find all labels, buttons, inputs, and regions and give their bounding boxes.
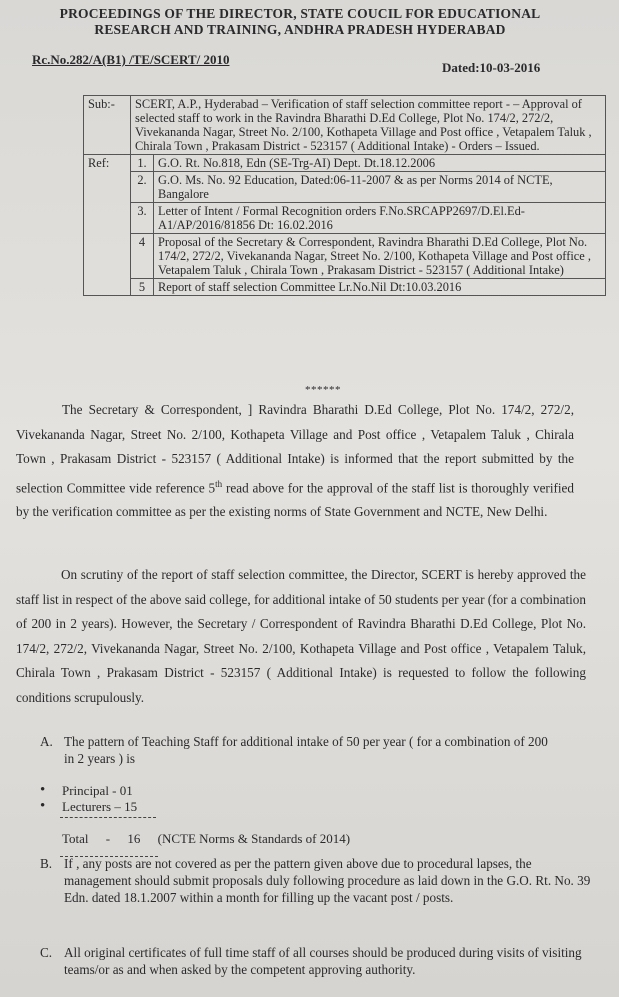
subject-row [84, 96, 606, 155]
total-note: (NCTE Norms & Standards of 2014) [157, 831, 351, 846]
reference-row [84, 234, 606, 279]
condition-a-text: The pattern of Teaching Staff for additional intake of 50 per year ( for a combination of 200 in 2 years ) is [64, 734, 548, 766]
total-label: Total [62, 831, 89, 846]
heading-line-1: PROCEEDINGS OF THE DIRECTOR, STATE COUCIL FOR EDUCATIONAL [59, 6, 541, 21]
condition-b-marker: B. [40, 856, 53, 871]
reference-row [84, 279, 606, 296]
reference-text-1: G.O. Rt. No.818, Edn (SE-Trg-AI) Dept. Dt.18.12.2006 [154, 155, 606, 172]
reference-row [84, 203, 606, 234]
reference-text-4: Proposal of the Secretary & Correspondent, Ravindra Bharathi D.Ed College, Plot No. 174/2, 272/2, Vivekananda Nagar, Street No. 2/100, Kothapeta Village and Post office , Vetapalem Taluk , Chirala Town , Prakasam District - 523157 ( Additional Intake) [154, 234, 606, 279]
staff-list [40, 783, 137, 815]
reference-label: Ref: [84, 155, 131, 296]
reference-row [84, 172, 606, 203]
body-paragraph-1: The Secretary & Correspondent, ] Ravindra Bharathi D.Ed College, Plot No. 174/2, 272/2, Vivekananda Nagar, Street No. 2/100, Kothapeta Village and Post office , Vetapalem Taluk , Chirala Town , Prakasam District - 523157 ( Additional Intake) is informed that the report submitted by the selection Committee vide reference 5th read above for the approval of the staff list is thoroughly verified by the verification committee as per the existing norms of State Government and NCTE, New Delhi. [16, 402, 574, 520]
reference-text-2: G.O. Ms. No. 92 Education, Dated:06-11-2007 & as per Norms 2014 of NCTE, Bangalore [154, 172, 606, 203]
section-separator: ****** [305, 384, 341, 396]
divider [60, 817, 156, 818]
reference-row [84, 155, 606, 172]
staff-item-principal: • Principal - 01 [40, 783, 137, 799]
condition-c-text: All original certificates of full time staff of all courses should be produced during visits of visiting teams/or as and when asked by the competent approving authority. [64, 945, 582, 977]
heading-line-2: RESEARCH AND TRAINING, ANDHRA PRADESH HYDERABAD [94, 22, 506, 37]
reference-number-4: 4 [131, 234, 154, 279]
reference-number-3: 3. [131, 203, 154, 234]
condition-c [40, 944, 600, 978]
total-value: 16 [127, 831, 141, 846]
reference-text-3: Letter of Intent / Formal Recognition orders F.No.SRCAPP2697/D.El.Ed-A1/AP/2016/81856 Dt: 16.02.2016 [154, 203, 606, 234]
order-date: Dated:10-03-2016 [442, 60, 541, 75]
reference-number: Rc.No.282/A(B1) /TE/SCERT/ 2010 [32, 52, 230, 67]
proceedings-heading [40, 6, 560, 38]
subject-text: SCERT, A.P., Hyderabad – Verification of staff selection committee report - – Approval of selected staff to work in the Ravindra Bharathi D.Ed College, Plot No. 174/2, 272/2, Vivekananda Nagar, Street No. 2/100, Kothapeta Village and Post office , Vetapalem Taluk , Chirala Town , Prakasam District - 523157 ( Additional Intake) - Orders – Issued. [131, 96, 606, 155]
subject-label: Sub:- [84, 96, 131, 155]
staff-item-lecturers: • Lecturers – 15 [40, 799, 137, 815]
subject-reference-table [83, 95, 606, 296]
ordinal-suffix: th [215, 478, 223, 489]
reference-number-1: 1. [131, 155, 154, 172]
condition-a-marker: A. [40, 734, 53, 749]
condition-c-marker: C. [40, 945, 53, 960]
reference-text-5: Report of staff selection Committee Lr.No.Nil Dt:10.03.2016 [154, 279, 606, 296]
condition-a [40, 733, 560, 767]
total-dash: - [105, 831, 111, 846]
body-paragraph-2: On scrutiny of the report of staff selection committee, the Director, SCERT is hereby approved the staff list in respect of the above said college, for additional intake of 50 students per year (for a combination of 200 in 2 years). However, the Secretary / Correspondent of Ravindra Bharathi D.Ed College, Plot No. 174/2, 272/2, Vivekananda Nagar, Street No. 2/100, Kothapeta Village and Post office , Vetapalem Taluk, Chirala Town , Prakasam District - 523157 ( Additional Intake) is requested to follow the following conditions scrupulously. [16, 567, 586, 705]
condition-b [40, 855, 600, 906]
condition-b-text: If , any posts are not covered as per the pattern given above due to procedural lapses, the management should submit proposals duly following procedure as laid down in the G.O. Rt. No. 39 Edn. dated 18.1.2007 within a month for filling up the vacant post / posts. [64, 856, 591, 905]
staff-total [62, 831, 350, 847]
reference-number-2: 2. [131, 172, 154, 203]
reference-number-5: 5 [131, 279, 154, 296]
